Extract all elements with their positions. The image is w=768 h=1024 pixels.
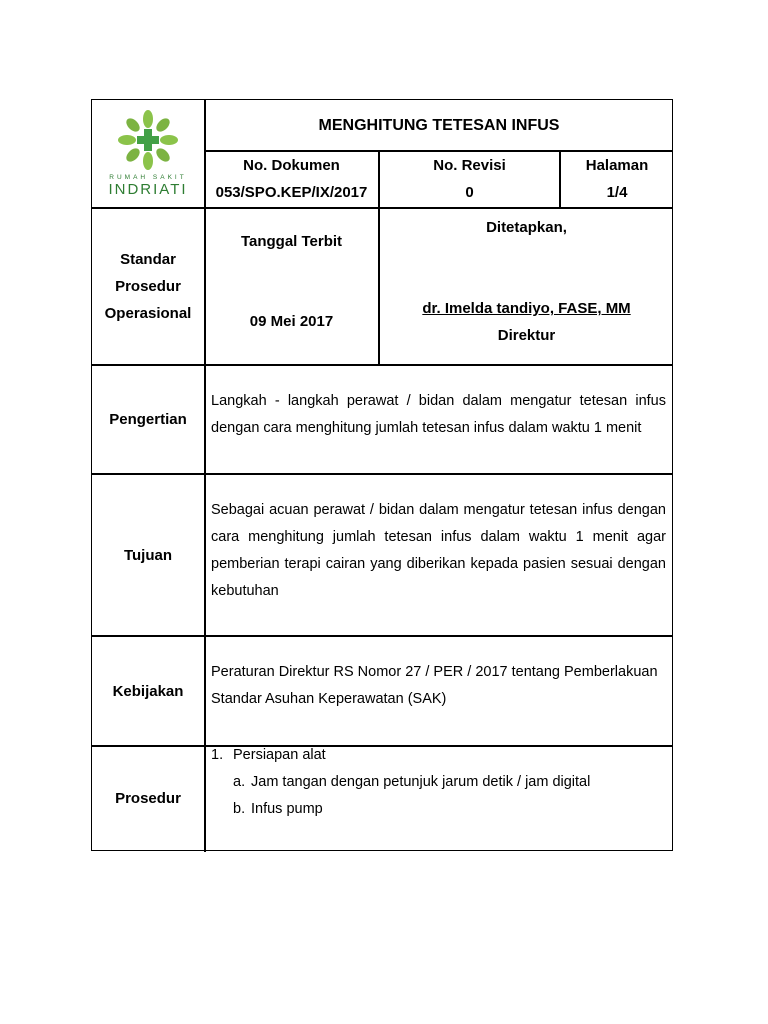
column-divider	[204, 100, 206, 852]
signer-name: dr. Imelda tandiyo, FASE, MM	[422, 300, 631, 317]
logo-name: INDRIATI	[108, 181, 188, 198]
prosedur-steps	[211, 742, 666, 823]
step-text: Persiapan alat	[233, 747, 326, 763]
issue-date-value: 09 Mei 2017	[249, 313, 334, 330]
sop-label-line: Operasional	[104, 305, 192, 322]
sop-document	[91, 99, 673, 851]
tujuan-text: Sebagai acuan perawat / bidan dalam mengatur tetesan infus dengan cara menghitung jumlah tetesan infus dalam waktu 1 menit agar pemberian terapi cairan yang diberikan kepada pasien sesuai dengan kebutuhan	[211, 502, 666, 599]
revision-label: No. Revisi	[433, 157, 506, 174]
sop-label-line: Standar	[120, 251, 176, 268]
sub-step-letter: a.	[233, 774, 246, 790]
issue-date-label: Tanggal Terbit	[240, 233, 343, 250]
list-item	[211, 796, 666, 823]
kebijakan-label: Kebijakan	[112, 682, 184, 700]
sop-label	[92, 209, 204, 364]
page-cell	[561, 151, 673, 207]
kebijakan-text: Peraturan Direktur RS Nomor 27 / PER / 2017 tentang Pemberlakuan Standar Asuhan Keperawatan (SAK)	[211, 664, 658, 707]
approved-label: Ditetapkan,	[486, 219, 567, 236]
step-number: 1.	[211, 747, 224, 763]
list-item	[211, 769, 666, 796]
tujuan-label: Tujuan	[123, 546, 173, 564]
doc-number-value: 053/SPO.KEP/IX/2017	[215, 184, 368, 201]
revision-cell	[380, 151, 559, 207]
prosedur-label: Prosedur	[115, 790, 181, 807]
pengertian-label: Pengertian	[109, 411, 187, 428]
list-item	[211, 742, 666, 769]
hospital-logo	[92, 100, 204, 208]
doc-number-cell	[205, 151, 378, 207]
signer-title: Direktur	[497, 327, 556, 344]
leaf-cross-icon	[118, 110, 178, 170]
doc-number-label: No. Dokumen	[243, 157, 340, 174]
sub-step-text: Infus pump	[251, 801, 323, 817]
document-title: MENGHITUNG TETESAN INFUS	[318, 116, 560, 134]
page-value: 1/4	[606, 184, 628, 201]
revision-value: 0	[465, 184, 474, 201]
sub-step-text: Jam tangan dengan petunjuk jarum detik / jam digital	[251, 774, 591, 790]
sop-label-line: Prosedur	[115, 278, 181, 295]
page-label: Halaman	[585, 157, 649, 174]
pengertian-text: Langkah - langkah perawat / bidan dalam mengatur tetesan infus dengan cara menghitung jumlah tetesan infus dalam waktu 1 menit	[211, 393, 666, 436]
sub-step-letter: b.	[233, 801, 246, 817]
logo-subtitle: RUMAH SAKIT	[109, 174, 187, 181]
